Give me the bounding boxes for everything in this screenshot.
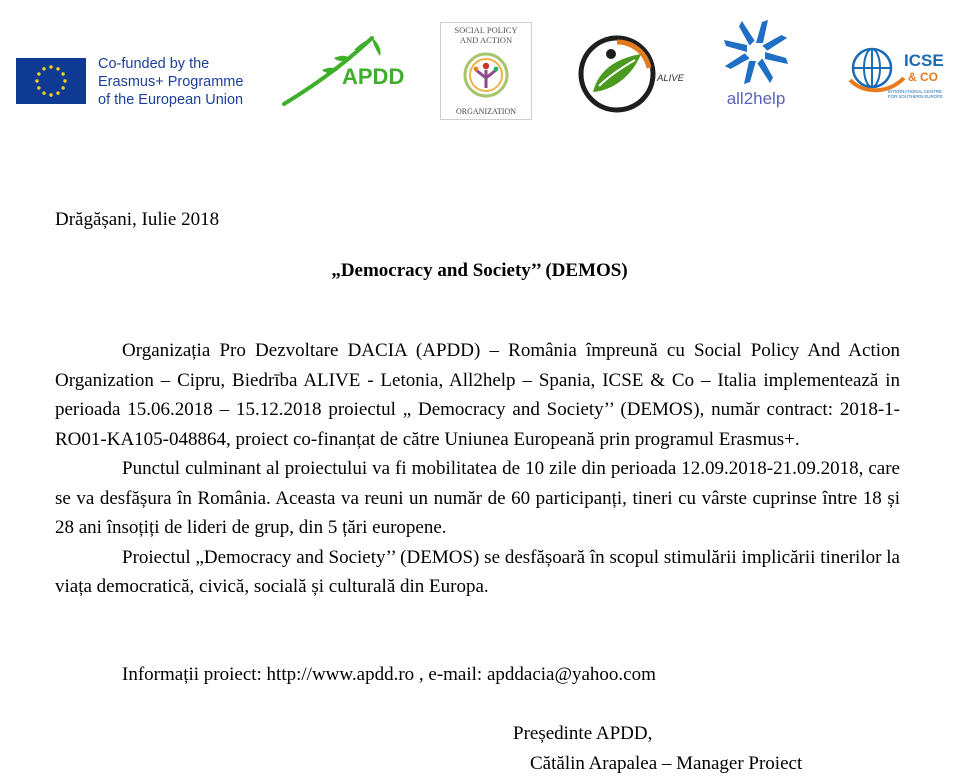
apdd-logo [280,28,410,108]
hand-shape [756,20,768,43]
eu-caption-line-3: of the European Union [98,92,244,108]
project-info-line: Informații proiect: http://www.apdd.ro , e-mail: apddacia@yahoo.com [122,664,656,685]
paragraph-1: Organizația Pro Dezvoltare DACIA (APDD) – România împreună cu Social Policy And Action Organization – Cipru, Biedrība ALIVE - Letonia, All2help – Spania, ICSE & Co – Italia implementează in perioada 15.06.2018 – 15.12.2018 proiectul „ Democracy and Society’’ (DEMOS), număr contract: 2018-1-RO01-KA105-048864, proiect co-finanțat de către Uniunea Europeană prin programul Erasmus+. [55,340,900,450]
icse-logo-co-text: & CO [908,70,938,84]
eu-caption-line-2: Erasmus+ Programme [98,74,244,90]
spa-logo-line-2: AND ACTION [459,35,513,45]
eu-caption-line-1: Co-funded by the [98,56,210,72]
alive-logo-text: ALIVE [657,73,684,84]
signature-name: Cătălin Arapalea – Manager Proiect [530,753,803,774]
hand-shape [724,40,747,52]
hand-shape [725,50,750,75]
eu-star [56,67,59,70]
eu-star [49,65,52,68]
eu-flag-logo [16,58,86,104]
eu-star [56,91,59,94]
erasmus-cofunded-caption [98,55,268,109]
document-body [55,336,900,602]
hand-shape [762,29,787,54]
alive-logo [575,28,687,116]
document-title: „Democracy and Society’’ (DEMOS) [331,260,628,281]
spa-logo-line-3: ORGANIZATION [456,107,516,116]
place-date: Drăgășani, Iulie 2018 [55,209,220,230]
icse-logo-text: ICSE [904,51,944,70]
all2help-logo [708,18,804,110]
eu-star [49,93,52,96]
hand-shape [754,58,779,83]
eu-star [37,86,40,89]
signature-role: Președinte APDD, [513,723,653,744]
eu-star [61,86,64,89]
eu-star [35,79,38,82]
hand-shape [733,21,758,46]
partner-logos-bar [0,0,959,130]
paragraph-2: Punctul culminant al proiectului va fi mobilitatea de 10 zile din perioada 12.09.2018-21.09.2018, care se va desfășura în România. Aceasta va reuni un număr de 60 participanți, tineri cu vârste cuprinse între 18 și 28 ani însoțiți de lideri de grup, din 5 țări europene. [55,458,900,538]
eu-star [42,67,45,70]
hand-shape [765,52,788,64]
eu-star [37,72,40,75]
icse-logo-small-2: FOR SOUTHERN EUROPE [888,94,943,99]
apdd-logo-text: APDD [342,64,405,89]
social-policy-action-logo [440,22,532,120]
eu-star [42,91,45,94]
eu-star [63,79,66,82]
eu-star [61,72,64,75]
icse-logo-small-1: INTERNATIONAL CENTRE [888,89,942,94]
paragraph-3: Proiectul „Democracy and Society’’ (DEMOS) se desfășoară în scopul stimulării implicării tinerilor la viața democratică, civică, socială și culturală din Europa. [55,546,900,597]
icse-co-logo [848,44,952,104]
spa-logo-line-1: SOCIAL POLICY [454,25,518,35]
all2help-logo-text: all2help [726,89,786,108]
hand-shape [744,61,756,84]
